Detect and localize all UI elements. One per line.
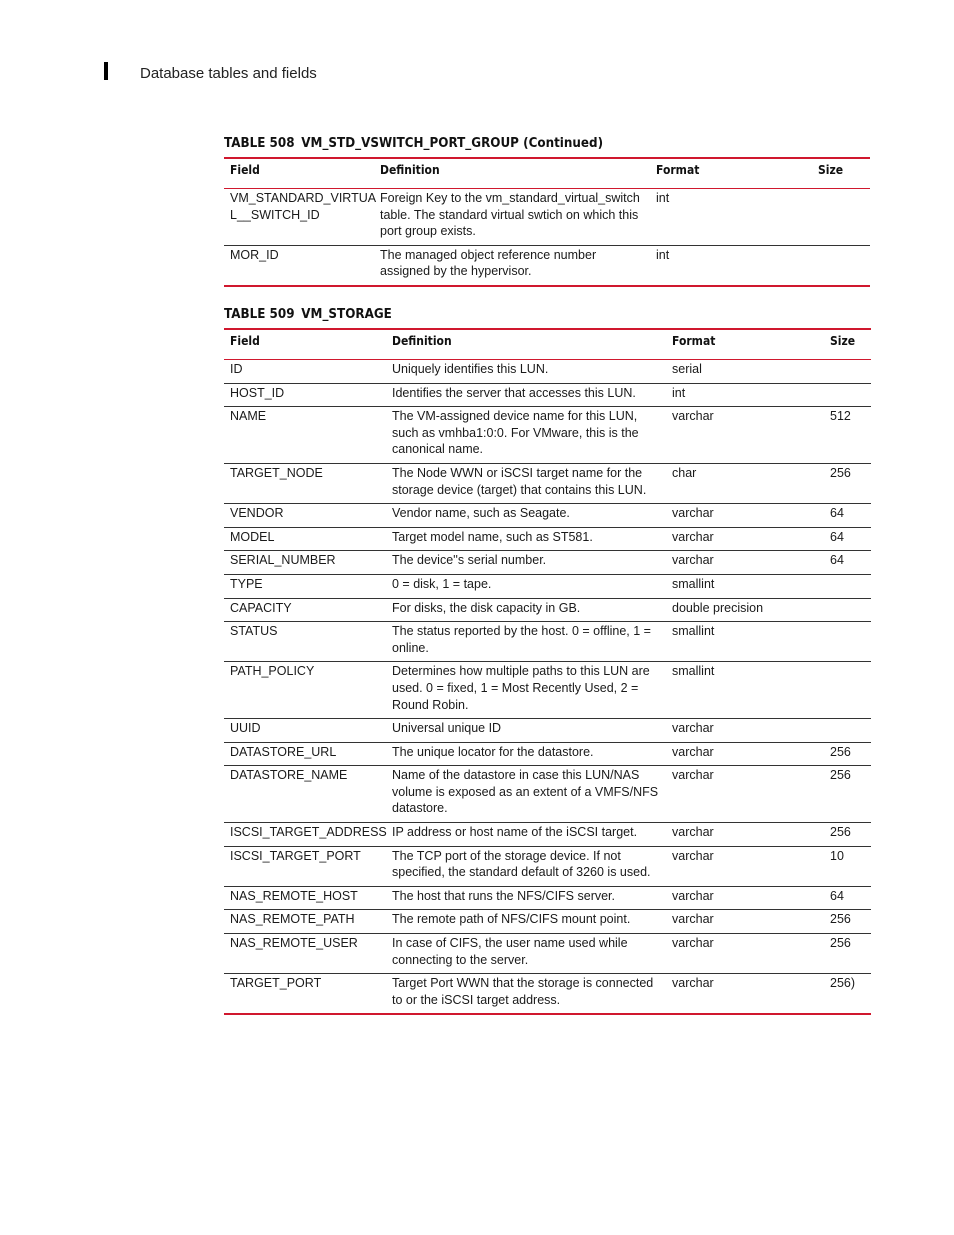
- cell-size: [824, 719, 871, 743]
- cell-field: CAPACITY: [224, 598, 386, 622]
- cell-definition: Uniquely identifies this LUN.: [386, 360, 666, 384]
- column-header-field: Field: [224, 158, 374, 189]
- cell-field: SERIAL_NUMBER: [224, 551, 386, 575]
- cell-field: DATASTORE_URL: [224, 742, 386, 766]
- cell-definition: Name of the datastore in case this LUN/NAS volume is exposed as an extent of a VMFS/NFS datastore.: [386, 766, 666, 823]
- table-row: [224, 846, 871, 886]
- column-header-size: Size: [812, 158, 870, 189]
- table-row: [224, 598, 871, 622]
- cell-definition: In case of CIFS, the user name used while connecting to the server.: [386, 934, 666, 974]
- table-508-number: TABLE 508: [224, 136, 295, 151]
- table-508-body: [224, 189, 870, 286]
- table-row: [224, 719, 871, 743]
- table-row: [224, 766, 871, 823]
- cell-size: [824, 622, 871, 662]
- table-509-number: TABLE 509: [224, 307, 295, 322]
- cell-field: PATH_POLICY: [224, 662, 386, 719]
- chapter-title: Database tables and fields: [140, 65, 317, 82]
- cell-format: char: [666, 463, 824, 503]
- column-header-format: Format: [650, 158, 812, 189]
- cell-size: 10: [824, 846, 871, 886]
- cell-definition: Foreign Key to the vm_standard_virtual_switch table. The standard virtual swtich on which this port group exists.: [374, 189, 650, 246]
- cell-definition: Determines how multiple paths to this LUN are used. 0 = fixed, 1 = Most Recently Used, 2 = Round Robin.: [386, 662, 666, 719]
- cell-definition: The unique locator for the datastore.: [386, 742, 666, 766]
- cell-size: 256: [824, 910, 871, 934]
- cell-size: [812, 245, 870, 286]
- table-row: [224, 527, 871, 551]
- table-row: [224, 662, 871, 719]
- cell-field: ISCSI_TARGET_ADDRESS: [224, 823, 386, 847]
- cell-field: NAS_REMOTE_PATH: [224, 910, 386, 934]
- cell-format: varchar: [666, 823, 824, 847]
- cell-size: 64: [824, 527, 871, 551]
- cell-size: 256): [830, 976, 856, 991]
- table-row: [224, 574, 871, 598]
- table-row: [224, 910, 871, 934]
- table-row: [224, 622, 871, 662]
- cell-field: ISCSI_TARGET_PORT: [224, 846, 386, 886]
- cell-size: 512: [824, 407, 871, 464]
- table-row: [224, 823, 871, 847]
- cell-definition: For disks, the disk capacity in GB.: [386, 598, 666, 622]
- table-row: [224, 383, 871, 407]
- cell-field: NAS_REMOTE_USER: [224, 934, 386, 974]
- cell-format: int: [650, 189, 812, 246]
- cell-definition: Target model name, such as ST581.: [386, 527, 666, 551]
- cell-size: [824, 360, 871, 384]
- cell-size: [824, 383, 871, 407]
- cell-format: varchar: [666, 551, 824, 575]
- column-header-format: Format: [666, 329, 824, 360]
- column-header-definition: Definition: [386, 329, 666, 360]
- cell-definition: The VM-assigned device name for this LUN, such as vmhba1:0:0. For VMware, this is the canonical name.: [386, 407, 666, 464]
- column-header-definition: Definition: [374, 158, 650, 189]
- cell-format: serial: [666, 360, 824, 384]
- cell-field: VENDOR: [224, 504, 386, 528]
- cell-size: 64: [824, 551, 871, 575]
- cell-format: varchar: [666, 934, 824, 974]
- cell-format: int: [666, 383, 824, 407]
- table-row: [224, 360, 871, 384]
- table-508-caption: [224, 136, 603, 151]
- cell-format: varchar: [666, 504, 824, 528]
- cell-field: ID: [224, 360, 386, 384]
- table-row: [224, 934, 871, 974]
- column-header-field: Field: [224, 329, 386, 360]
- cell-field: TYPE: [224, 574, 386, 598]
- cell-format: varchar: [666, 527, 824, 551]
- cell-field: MOR_ID: [230, 247, 279, 262]
- table-509-caption: [224, 307, 392, 322]
- table-508-title: VM_STD_VSWITCH_PORT_GROUP (Continued): [301, 136, 604, 151]
- chapter-marker-bar: [104, 62, 108, 80]
- cell-definition: The Node WWN or iSCSI target name for the storage device (target) that contains this LUN.: [386, 463, 666, 503]
- table-row: [224, 189, 870, 246]
- table-509: [224, 328, 871, 1015]
- cell-field: UUID: [224, 719, 386, 743]
- cell-size: 256: [824, 742, 871, 766]
- cell-format: varchar: [666, 910, 824, 934]
- cell-definition: The managed object reference number assigned by the hypervisor.: [380, 247, 597, 279]
- table-row: [224, 504, 871, 528]
- table-row: [224, 245, 870, 286]
- cell-definition: Vendor name, such as Seagate.: [386, 504, 666, 528]
- cell-size: [812, 189, 870, 246]
- cell-field: TARGET_NODE: [224, 463, 386, 503]
- cell-definition: IP address or host name of the iSCSI target.: [386, 823, 666, 847]
- cell-size: [824, 598, 871, 622]
- cell-field: TARGET_PORT: [230, 976, 322, 991]
- cell-format: varchar: [666, 407, 824, 464]
- cell-format: smallint: [666, 574, 824, 598]
- cell-size: [824, 662, 871, 719]
- cell-format: double precision: [666, 598, 824, 622]
- cell-format: smallint: [666, 622, 824, 662]
- cell-size: 256: [824, 766, 871, 823]
- cell-field: NAME: [224, 407, 386, 464]
- table-header-row: [224, 158, 870, 189]
- table-row: [224, 742, 871, 766]
- cell-format: varchar: [666, 742, 824, 766]
- table-509-body: [224, 360, 871, 1015]
- cell-format: varchar: [672, 976, 714, 991]
- cell-format: varchar: [666, 886, 824, 910]
- table-header-row: [224, 329, 871, 360]
- cell-definition: The TCP port of the storage device. If not specified, the standard default of 3260 is used.: [386, 846, 666, 886]
- cell-size: 256: [824, 823, 871, 847]
- cell-size: 256: [824, 463, 871, 503]
- table-509-title: VM_STORAGE: [301, 307, 392, 322]
- column-header-size: Size: [824, 329, 871, 360]
- cell-size: 64: [824, 504, 871, 528]
- cell-definition: The host that runs the NFS/CIFS server.: [386, 886, 666, 910]
- cell-field: VM_STANDARD_VIRTUA L__SWITCH_ID: [224, 189, 374, 246]
- cell-format: varchar: [666, 846, 824, 886]
- table-row: [224, 407, 871, 464]
- cell-format: int: [656, 247, 670, 262]
- cell-field: NAS_REMOTE_HOST: [224, 886, 386, 910]
- cell-format: varchar: [666, 766, 824, 823]
- cell-format: varchar: [666, 719, 824, 743]
- cell-field: DATASTORE_NAME: [224, 766, 386, 823]
- cell-size: 64: [824, 886, 871, 910]
- cell-definition: The status reported by the host. 0 = offline, 1 = online.: [386, 622, 666, 662]
- table-row: [224, 974, 871, 1015]
- cell-field: HOST_ID: [224, 383, 386, 407]
- table-row: [224, 463, 871, 503]
- cell-definition: Universal unique ID: [386, 719, 666, 743]
- cell-definition: The device''s serial number.: [386, 551, 666, 575]
- table-508: [224, 157, 870, 287]
- cell-definition: The remote path of NFS/CIFS mount point.: [386, 910, 666, 934]
- cell-size: [824, 574, 871, 598]
- table-row: [224, 886, 871, 910]
- cell-definition: Identifies the server that accesses this LUN.: [386, 383, 666, 407]
- table-row: [224, 551, 871, 575]
- cell-definition: 0 = disk, 1 = tape.: [386, 574, 666, 598]
- cell-definition: Target Port WWN that the storage is connected to or the iSCSI target address.: [392, 976, 654, 1007]
- cell-field: STATUS: [224, 622, 386, 662]
- cell-field: MODEL: [224, 527, 386, 551]
- cell-format: smallint: [666, 662, 824, 719]
- cell-size: 256: [824, 934, 871, 974]
